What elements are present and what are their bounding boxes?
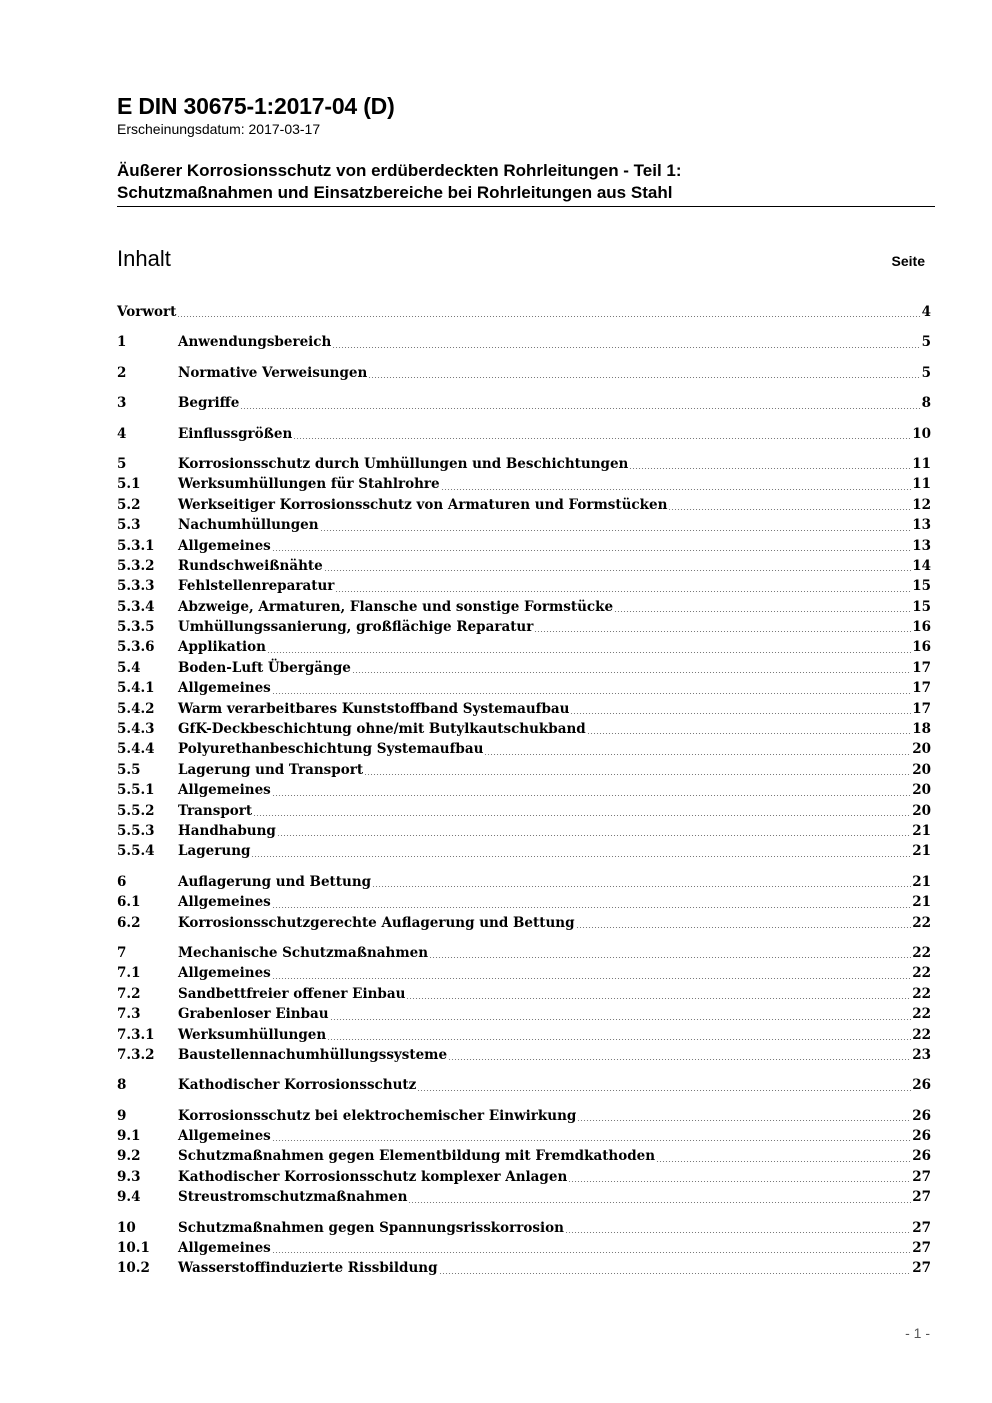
toc-entry-number: 6.2 bbox=[117, 914, 141, 931]
toc-entry-number: 5.3.4 bbox=[117, 598, 155, 615]
toc-dot-leader bbox=[327, 1039, 911, 1040]
toc-entry-number: 5.2 bbox=[117, 496, 141, 513]
toc-dot-leader bbox=[429, 957, 911, 958]
toc-dot-leader bbox=[534, 631, 911, 632]
toc-entry-label: Korrosionsschutz bei elektrochemischer Einwirkung bbox=[178, 1107, 577, 1124]
toc-entry-number: 5.3 bbox=[117, 517, 141, 534]
toc-entry[interactable] bbox=[117, 424, 931, 444]
toc-entry-number: 9.1 bbox=[117, 1128, 141, 1145]
toc-dot-leader bbox=[177, 316, 920, 317]
toc-entry[interactable] bbox=[117, 556, 931, 576]
toc-dot-leader bbox=[335, 591, 911, 592]
toc-entry-page: 27 bbox=[912, 1189, 931, 1206]
toc-dot-leader bbox=[614, 611, 911, 612]
toc-entry[interactable] bbox=[117, 576, 931, 596]
toc-entry-label: Baustellennachumhüllungssysteme bbox=[178, 1046, 448, 1063]
toc-dot-leader bbox=[570, 713, 911, 714]
toc-entry[interactable] bbox=[117, 515, 931, 535]
toc-entry-number: 1 bbox=[117, 334, 127, 351]
toc-dot-leader bbox=[272, 907, 911, 908]
toc-entry[interactable] bbox=[117, 1025, 931, 1045]
toc-entry-page: 27 bbox=[912, 1219, 931, 1236]
document-subtitle bbox=[117, 160, 937, 204]
toc-entry-number: 7 bbox=[117, 944, 127, 961]
toc-dot-leader bbox=[293, 438, 911, 439]
toc-dot-leader bbox=[320, 530, 912, 531]
toc-entry-page: 26 bbox=[912, 1077, 931, 1094]
toc-page-column-label: Seite bbox=[891, 253, 925, 269]
toc-entry-number: 5.5.1 bbox=[117, 782, 155, 799]
toc-entry[interactable] bbox=[117, 495, 931, 515]
toc-dot-leader bbox=[277, 835, 911, 836]
toc-entry-label: Auflagerung und Bettung bbox=[178, 873, 372, 890]
toc-entry-label: GfK-Deckbeschichtung ohne/mit Butylkautschukband bbox=[178, 721, 586, 738]
toc-entry-number: 5 bbox=[117, 455, 127, 472]
toc-dot-leader bbox=[364, 774, 911, 775]
toc-entry-page: 18 bbox=[912, 721, 931, 738]
toc-entry[interactable] bbox=[117, 801, 931, 821]
subtitle-line-1: Äußerer Korrosionsschutz von erdüberdeckten Rohrleitungen - Teil 1: bbox=[117, 161, 682, 180]
toc-entry[interactable] bbox=[117, 699, 931, 719]
toc-entry-page: 10 bbox=[912, 425, 931, 442]
toc-dot-leader bbox=[272, 795, 911, 796]
toc-entry-label: Grabenloser Einbau bbox=[178, 1006, 329, 1023]
toc-entry-page: 20 bbox=[912, 741, 931, 758]
toc-dot-leader bbox=[576, 927, 912, 928]
toc-entry-page: 20 bbox=[912, 802, 931, 819]
toc-entry-page: 13 bbox=[912, 537, 931, 554]
toc-entry[interactable] bbox=[117, 760, 931, 780]
toc-dot-leader bbox=[484, 754, 911, 755]
toc-entry-page: 21 bbox=[912, 822, 931, 839]
toc-entry-page: 22 bbox=[912, 1006, 931, 1023]
toc-entry-label: Umhüllungssanierung, großflächige Reparatur bbox=[178, 619, 534, 636]
toc-entry-page: 22 bbox=[912, 1026, 931, 1043]
document-title: E DIN 30675-1:2017-04 (D) bbox=[117, 93, 395, 119]
toc-entry[interactable] bbox=[117, 474, 931, 494]
toc-entry[interactable] bbox=[117, 1045, 931, 1065]
toc-entry-label: Normative Verweisungen bbox=[178, 364, 368, 381]
toc-entry-page: 17 bbox=[912, 700, 931, 717]
toc-entry[interactable] bbox=[117, 658, 931, 678]
table-of-contents bbox=[117, 302, 931, 1279]
toc-dot-leader bbox=[577, 1120, 911, 1121]
toc-entry[interactable] bbox=[117, 892, 931, 912]
toc-entry-label: Transport bbox=[178, 802, 253, 819]
toc-entry-label: Wasserstoffinduzierte Rissbildung bbox=[178, 1260, 438, 1277]
toc-entry-page: 20 bbox=[912, 782, 931, 799]
toc-entry-label: Allgemeines bbox=[178, 537, 271, 554]
toc-entry-number: 7.2 bbox=[117, 985, 141, 1002]
toc-entry-number: 8 bbox=[117, 1077, 127, 1094]
toc-dot-leader bbox=[656, 1161, 911, 1162]
toc-dot-leader bbox=[417, 1090, 911, 1091]
toc-entry-page: 11 bbox=[912, 455, 931, 472]
toc-entry-label: Korrosionsschutz durch Umhüllungen und Beschichtungen bbox=[178, 455, 629, 472]
toc-entry-number: 5.5.4 bbox=[117, 843, 155, 860]
toc-entry-number: 2 bbox=[117, 364, 127, 381]
toc-dot-leader bbox=[332, 347, 920, 348]
toc-entry-label: Allgemeines bbox=[178, 894, 271, 911]
toc-entry-label: Kathodischer Korrosionsschutz komplexer Anlagen bbox=[178, 1168, 568, 1185]
toc-entry-number: 5.4.1 bbox=[117, 680, 155, 697]
toc-entry[interactable] bbox=[117, 363, 931, 383]
toc-entry[interactable] bbox=[117, 1004, 931, 1024]
toc-entry-number: 9.4 bbox=[117, 1189, 141, 1206]
toc-entry-label: Warm verarbeitbares Kunststoffband Systemaufbau bbox=[178, 700, 570, 717]
toc-entry[interactable] bbox=[117, 1167, 931, 1187]
toc-entry-label: Schutzmaßnahmen gegen Spannungsrisskorrosion bbox=[178, 1219, 564, 1236]
toc-dot-leader bbox=[267, 652, 911, 653]
toc-entry-page: 5 bbox=[921, 364, 931, 381]
toc-entry[interactable] bbox=[117, 617, 931, 637]
toc-entry[interactable] bbox=[117, 719, 931, 739]
toc-dot-leader bbox=[253, 815, 911, 816]
toc-entry-number: 5.4.2 bbox=[117, 700, 155, 717]
toc-entry[interactable] bbox=[117, 1146, 931, 1166]
toc-entry-page: 16 bbox=[912, 639, 931, 656]
toc-entry-number: 5.5.2 bbox=[117, 802, 155, 819]
toc-entry-page: 22 bbox=[912, 944, 931, 961]
toc-entry[interactable] bbox=[117, 780, 931, 800]
toc-entry-label: Allgemeines bbox=[178, 680, 271, 697]
toc-entry[interactable] bbox=[117, 963, 931, 983]
toc-dot-leader bbox=[448, 1059, 911, 1060]
toc-entry-label: Schutzmaßnahmen gegen Elementbildung mit Fremdkathoden bbox=[178, 1148, 656, 1165]
toc-entry-label: Lagerung und Transport bbox=[178, 761, 364, 778]
toc-dot-leader bbox=[272, 978, 911, 979]
toc-entry-page: 12 bbox=[912, 496, 931, 513]
toc-entry-number: 5.5 bbox=[117, 761, 141, 778]
toc-dot-leader bbox=[408, 1202, 911, 1203]
toc-entry[interactable] bbox=[117, 454, 931, 474]
toc-entry-number: 10.2 bbox=[117, 1260, 150, 1277]
toc-entry-label: Allgemeines bbox=[178, 1240, 271, 1257]
toc-entry-page: 17 bbox=[912, 659, 931, 676]
toc-entry-page: 21 bbox=[912, 894, 931, 911]
toc-entry-label: Allgemeines bbox=[178, 782, 271, 799]
toc-entry-number: 7.3.1 bbox=[117, 1026, 155, 1043]
toc-dot-leader bbox=[330, 1019, 912, 1020]
toc-entry-page: 4 bbox=[921, 304, 931, 320]
toc-entry[interactable] bbox=[117, 1075, 931, 1095]
toc-entry[interactable] bbox=[117, 678, 931, 698]
toc-entry[interactable] bbox=[117, 332, 931, 352]
toc-entry-label: Polyurethanbeschichtung Systemaufbau bbox=[178, 741, 484, 758]
toc-entry-page: 26 bbox=[912, 1128, 931, 1145]
toc-entry-number: 5.1 bbox=[117, 476, 141, 493]
toc-entry-number: 10 bbox=[117, 1219, 136, 1236]
toc-entry-label: Streustromschutzmaßnahmen bbox=[178, 1189, 408, 1206]
toc-entry-label: Handhabung bbox=[178, 822, 276, 839]
toc-entry-label: Begriffe bbox=[178, 395, 240, 412]
toc-entry-number: 5.4 bbox=[117, 659, 141, 676]
toc-entry-page: 15 bbox=[912, 578, 931, 595]
toc-entry-page: 11 bbox=[912, 476, 931, 493]
toc-dot-leader bbox=[629, 468, 911, 469]
toc-entry-page: 22 bbox=[912, 985, 931, 1002]
toc-dot-leader bbox=[587, 733, 911, 734]
toc-dot-leader bbox=[668, 509, 911, 510]
toc-entry[interactable] bbox=[117, 739, 931, 759]
toc-entry-label: Rundschweißnähte bbox=[178, 557, 323, 574]
toc-entry-page: 17 bbox=[912, 680, 931, 697]
toc-entry[interactable] bbox=[117, 821, 931, 841]
toc-entry-number: 5.3.5 bbox=[117, 619, 155, 636]
toc-entry-label: Kathodischer Korrosionsschutz bbox=[178, 1077, 417, 1094]
toc-entry-number: 5.3.1 bbox=[117, 537, 155, 554]
toc-entry-label: Allgemeines bbox=[178, 965, 271, 982]
toc-entry[interactable] bbox=[117, 637, 931, 657]
toc-entry-label: Allgemeines bbox=[178, 1128, 271, 1145]
toc-entry-page: 13 bbox=[912, 517, 931, 534]
toc-entry-number: 7.3.2 bbox=[117, 1046, 155, 1063]
toc-dot-leader bbox=[251, 856, 911, 857]
toc-entry[interactable] bbox=[117, 1238, 931, 1258]
toc-dot-leader bbox=[568, 1181, 911, 1182]
toc-dot-leader bbox=[272, 1252, 911, 1253]
toc-entry-label: Abzweige, Armaturen, Flansche und sonstige Formstücke bbox=[178, 598, 614, 615]
toc-entry-page: 22 bbox=[912, 914, 931, 931]
publication-date: Erscheinungsdatum: 2017-03-17 bbox=[117, 121, 321, 137]
toc-entry-number: 9 bbox=[117, 1107, 127, 1124]
toc-entry-page: 22 bbox=[912, 965, 931, 982]
toc-entry[interactable] bbox=[117, 1218, 931, 1238]
toc-entry[interactable] bbox=[117, 302, 931, 322]
toc-entry[interactable] bbox=[117, 984, 931, 1004]
toc-dot-leader bbox=[368, 377, 920, 378]
toc-entry-page: 23 bbox=[912, 1046, 931, 1063]
toc-dot-leader bbox=[565, 1232, 911, 1233]
toc-entry[interactable] bbox=[117, 1106, 931, 1126]
toc-entry-number: 6 bbox=[117, 873, 127, 890]
toc-entry-label: Boden-Luft Übergänge bbox=[178, 659, 351, 676]
toc-entry-number: 9.2 bbox=[117, 1148, 141, 1165]
toc-dot-leader bbox=[352, 672, 911, 673]
toc-entry-page: 20 bbox=[912, 761, 931, 778]
toc-entry[interactable] bbox=[117, 393, 931, 413]
toc-entry-number: 7.3 bbox=[117, 1006, 141, 1023]
toc-entry-label: Mechanische Schutzmaßnahmen bbox=[178, 944, 429, 961]
toc-dot-leader bbox=[406, 998, 911, 999]
toc-entry[interactable] bbox=[117, 1187, 931, 1207]
toc-dot-leader bbox=[372, 886, 911, 887]
toc-entry-page: 14 bbox=[912, 557, 931, 574]
toc-entry-page: 5 bbox=[921, 334, 931, 351]
toc-heading: Inhalt bbox=[117, 246, 171, 271]
page-number: - 1 - bbox=[905, 1325, 930, 1341]
toc-entry[interactable] bbox=[117, 872, 931, 892]
toc-dot-leader bbox=[441, 489, 912, 490]
toc-entry-label: Werksumhüllungen für Stahlrohre bbox=[178, 476, 440, 493]
toc-dot-leader bbox=[240, 408, 920, 409]
toc-entry-number: 5.4.4 bbox=[117, 741, 155, 758]
toc-entry-number: 9.3 bbox=[117, 1168, 141, 1185]
toc-entry-page: 8 bbox=[921, 395, 931, 412]
toc-entry[interactable] bbox=[117, 536, 931, 556]
toc-dot-leader bbox=[272, 693, 911, 694]
toc-entry-label: Vorwort bbox=[117, 304, 177, 320]
toc-dot-leader bbox=[272, 550, 911, 551]
toc-entry[interactable] bbox=[117, 841, 931, 861]
toc-entry-page: 26 bbox=[912, 1107, 931, 1124]
toc-entry-number: 7.1 bbox=[117, 965, 141, 982]
toc-dot-leader bbox=[439, 1273, 912, 1274]
toc-entry-label: Applikation bbox=[178, 639, 266, 656]
toc-entry-number: 4 bbox=[117, 425, 127, 442]
toc-entry-number: 3 bbox=[117, 395, 127, 412]
toc-entry[interactable] bbox=[117, 943, 931, 963]
toc-entry[interactable] bbox=[117, 1126, 931, 1146]
toc-entry-label: Fehlstellenreparatur bbox=[178, 578, 335, 595]
toc-entry-label: Korrosionsschutzgerechte Auflagerung und Bettung bbox=[178, 914, 575, 931]
toc-entry-number: 5.4.3 bbox=[117, 721, 155, 738]
toc-entry-number: 5.3.2 bbox=[117, 557, 155, 574]
toc-entry-page: 27 bbox=[912, 1168, 931, 1185]
toc-dot-leader bbox=[324, 570, 911, 571]
toc-entry-page: 27 bbox=[912, 1260, 931, 1277]
toc-entry-page: 16 bbox=[912, 619, 931, 636]
title-divider bbox=[117, 206, 935, 207]
toc-entry-label: Anwendungsbereich bbox=[178, 334, 332, 351]
toc-entry-page: 21 bbox=[912, 873, 931, 890]
toc-entry[interactable] bbox=[117, 1258, 931, 1278]
toc-entry-page: 21 bbox=[912, 843, 931, 860]
toc-dot-leader bbox=[272, 1140, 911, 1141]
toc-entry-label: Nachumhüllungen bbox=[178, 517, 319, 534]
toc-entry-page: 27 bbox=[912, 1240, 931, 1257]
toc-entry-label: Werkseitiger Korrosionsschutz von Armaturen und Formstücken bbox=[178, 496, 668, 513]
toc-entry[interactable] bbox=[117, 913, 931, 933]
toc-entry-label: Lagerung bbox=[178, 843, 251, 860]
toc-entry-number: 5.5.3 bbox=[117, 822, 155, 839]
toc-entry-page: 15 bbox=[912, 598, 931, 615]
toc-entry-number: 5.3.3 bbox=[117, 578, 155, 595]
toc-entry-label: Einflussgrößen bbox=[178, 425, 293, 442]
toc-entry-number: 6.1 bbox=[117, 894, 141, 911]
toc-entry-page: 26 bbox=[912, 1148, 931, 1165]
toc-entry[interactable] bbox=[117, 597, 931, 617]
toc-entry-number: 5.3.6 bbox=[117, 639, 155, 656]
toc-entry-label: Sandbettfreier offener Einbau bbox=[178, 985, 406, 1002]
subtitle-line-2: Schutzmaßnahmen und Einsatzbereiche bei Rohrleitungen aus Stahl bbox=[117, 183, 673, 202]
toc-entry-number: 10.1 bbox=[117, 1240, 150, 1257]
toc-entry-label: Werksumhüllungen bbox=[178, 1026, 327, 1043]
